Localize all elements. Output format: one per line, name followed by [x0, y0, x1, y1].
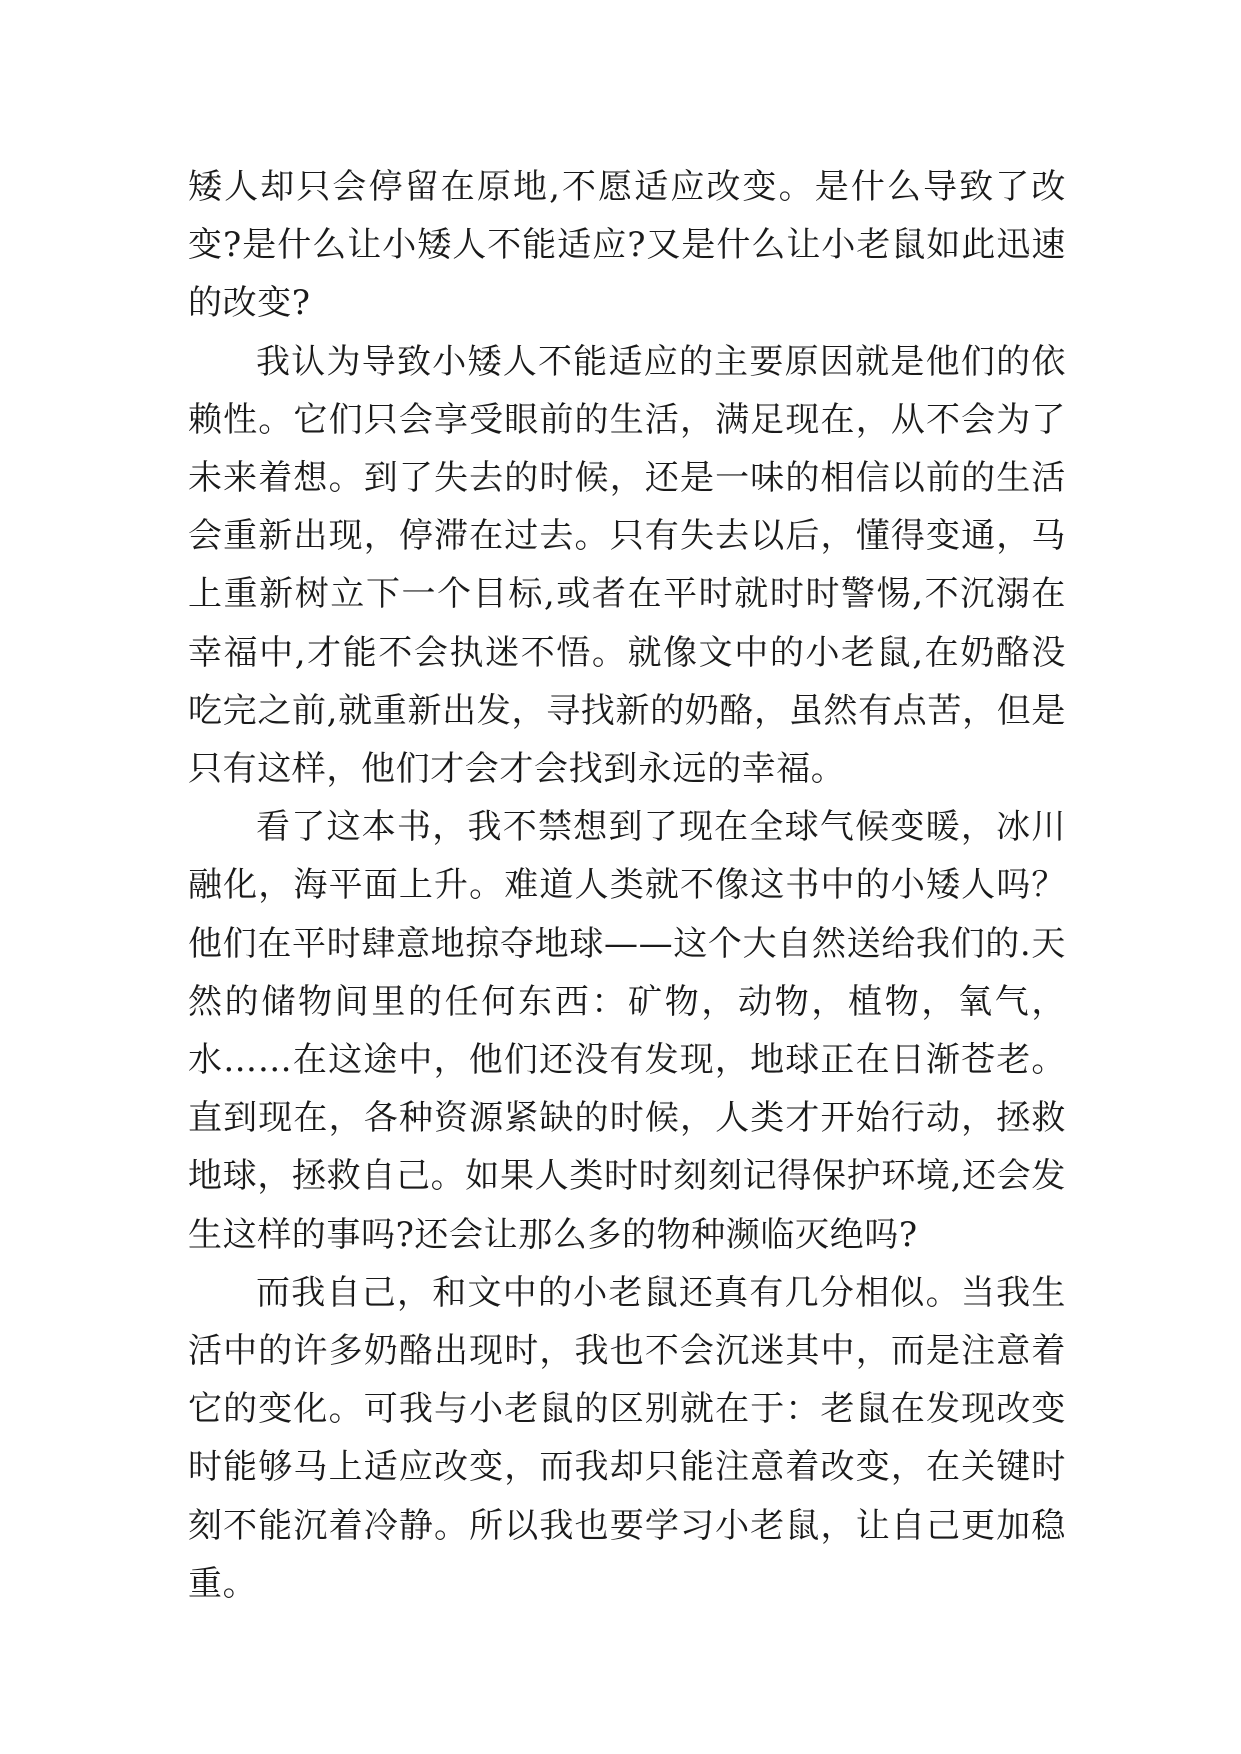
- paragraph-continued: 矮人却只会停留在原地,不愿适应改变。是什么导致了改变?是什么让小矮人不能适应?又是什么让小老鼠如此迅速的改变?: [188, 167, 1066, 324]
- document-body: [188, 158, 1066, 1613]
- paragraph-self-reflection: 而我自己，和文中的小老鼠还真有几分相似。当我生活中的许多奶酪出现时，我也不会沉迷其中，而是注意着它的变化。可我与小老鼠的区别就在于：老鼠在发现改变时能够马上适应改变，而我却只能注意着改变，在关键时刻不能沉着冷静。所以我也要学习小老鼠，让自己更加稳重。: [188, 1272, 1066, 1604]
- paragraph-climate: 看了这本书，我不禁想到了现在全球气候变暖，冰川融化，海平面上升。难道人类就不像这书中的小矮人吗？他们在平时肆意地掠夺地球——这个大自然送给我们的.天然的储物间里的任何东西：矿物，动物，植物，氧气，水……在这途中，他们还没有发现，地球正在日渐苍老。直到现在，各种资源紧缺的时候，人类才开始行动，拯救地球，拯救自己。如果人类时时刻刻记得保护环境,还会发生这样的事吗?还会让那么多的物种濒临灭绝吗?: [188, 807, 1066, 1255]
- paragraph-dependence: 我认为导致小矮人不能适应的主要原因就是他们的依赖性。它们只会享受眼前的生活，满足现在，从不会为了未来着想。到了失去的时候，还是一味的相信以前的生活会重新出现，停滞在过去。只有失去以后，懂得变通，马上重新树立下一个目标,或者在平时就时时警惕,不沉溺在幸福中,才能不会执迷不悟。就像文中的小老鼠,在奶酪没吃完之前,就重新出发，寻找新的奶酪，虽然有点苦，但是只有这样，他们才会才会找到永远的幸福。: [188, 341, 1066, 790]
